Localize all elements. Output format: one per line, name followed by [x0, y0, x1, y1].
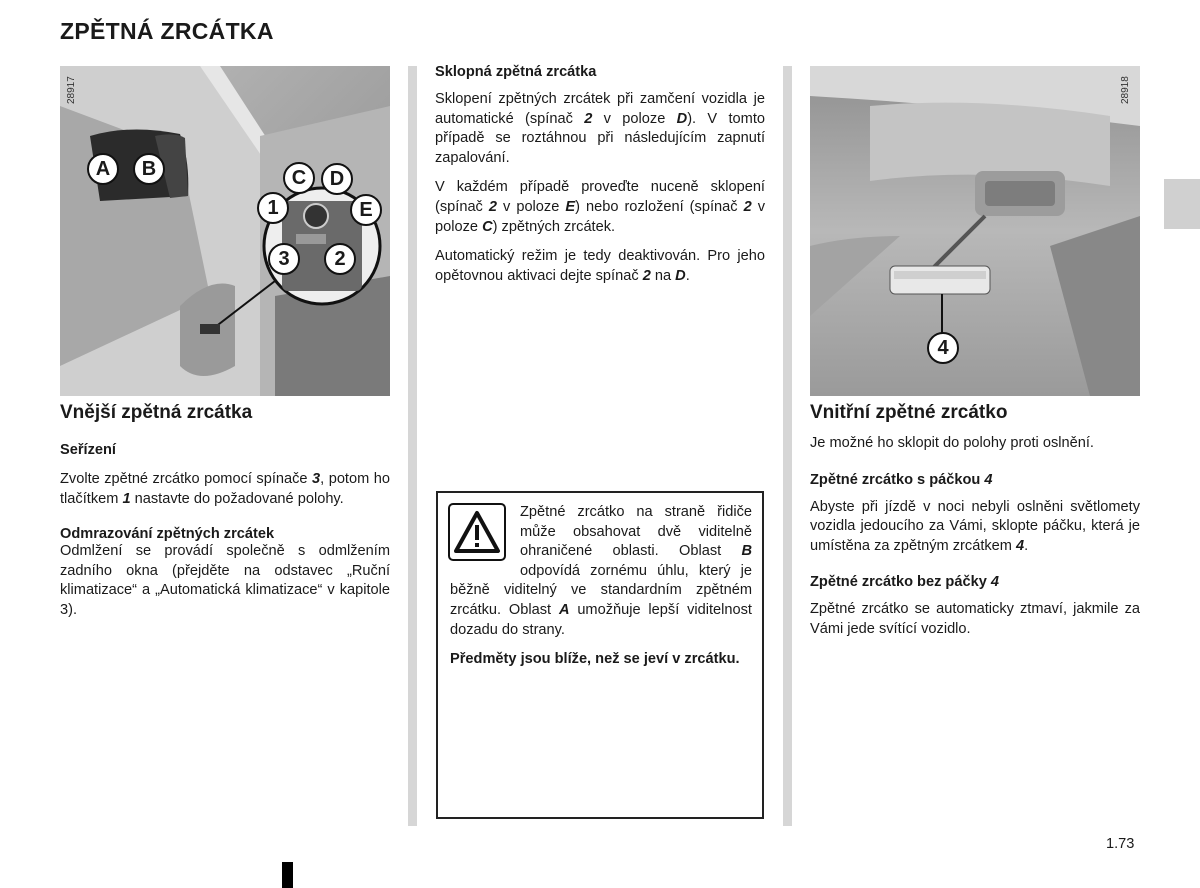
- exterior-mirror-figure: [60, 66, 390, 396]
- folding-paragraph-3: Automatický režim je tedy deaktivován. Pro jeho opětovnou aktivaci dejte spínač 2 na D.: [435, 248, 765, 284]
- column-divider-right: [783, 66, 792, 826]
- footer-mark: [282, 862, 293, 888]
- exterior-mirror-illustration: [60, 66, 390, 396]
- figure-code: 28917: [66, 76, 77, 104]
- interior-intro: Je možné ho sklopit do polohy proti oslnění.: [810, 435, 1094, 451]
- column-divider-left: [408, 66, 417, 826]
- folding-paragraph-1: Sklopení zpětných zrcátek při zamčení vozidla je automatické (spínač 2 v poloze D). V tomto případě se roztáhnou při následujícím zapnutí zapalování.: [435, 91, 765, 166]
- lever-subheading: Zpětné zrcátko s páčkou 4: [810, 471, 993, 488]
- label-2: 2: [324, 243, 356, 275]
- folding-mirrors-heading: Sklopná zpětná zrcátka: [435, 64, 597, 80]
- interior-mirror-figure: [810, 66, 1140, 396]
- chapter-tab: [1164, 179, 1200, 229]
- label-c: C: [283, 162, 315, 194]
- interior-mirror-illustration: [810, 66, 1140, 396]
- label-a: A: [87, 153, 119, 185]
- warning-text: Zpětné zrcátko na straně řidiče může obsahovat dvě viditelně ohraničené oblasti. Oblast B odpovídá zornému úhlu, který je běžně viditelný ve standardním zpětném zrcátku. Oblast A umožňuje lepší viditelnost dozadu do strany.: [450, 504, 752, 638]
- figure-code: 28918: [1120, 76, 1131, 104]
- adjustment-paragraph: Zvolte zpětné zrcátko pomocí spínače 3, potom ho tlačítkem 1 nastavte do požadované polohy.: [60, 471, 390, 507]
- label-e: E: [350, 194, 382, 226]
- defrost-subheading: Odmrazování zpětných zrcátek: [60, 526, 275, 543]
- label-1: 1: [257, 192, 289, 224]
- interior-mirror-heading: Vnitřní zpětné zrcátko: [810, 402, 1008, 423]
- defrost-paragraph: Odmlžení se provádí společně s odmlžením zadního okna (přejděte na odstavec „Ruční klimatizace“ a „Automatická klimatizace“ v kapitole 3).: [60, 543, 390, 618]
- folding-paragraph-2: V každém případě proveďte nuceně sklopení (spínač 2 v poloze E) nebo rozložení (spínač 2 v poloze C) zpětných zrcátek.: [435, 179, 765, 235]
- no-lever-paragraph: Zpětné zrcátko se automaticky ztmaví, jakmile za Vámi jede svítící vozidlo.: [810, 601, 1140, 637]
- lever-paragraph: Abyste při jízdě v noci nebyli oslněni světlomety vozidla jedoucího za Vámi, sklopte páčku, která je umístěna za zpětným zrcátkem 4.: [810, 498, 1140, 554]
- label-3: 3: [268, 243, 300, 275]
- page-title: ZPĚTNÁ ZRCÁTKA: [60, 18, 274, 44]
- exterior-mirrors-heading: Vnější zpětná zrcátka: [60, 402, 253, 423]
- warning-box: [436, 491, 764, 819]
- warning-bold-text: Předměty jsou blíže, než se jeví v zrcátku.: [450, 651, 740, 668]
- label-b: B: [133, 153, 165, 185]
- label-4: 4: [927, 332, 959, 364]
- page-number: 1.73: [1106, 836, 1135, 852]
- label-d: D: [321, 163, 353, 195]
- adjustment-subheading: Seřízení: [60, 442, 116, 458]
- no-lever-subheading: Zpětné zrcátko bez páčky 4: [810, 574, 999, 591]
